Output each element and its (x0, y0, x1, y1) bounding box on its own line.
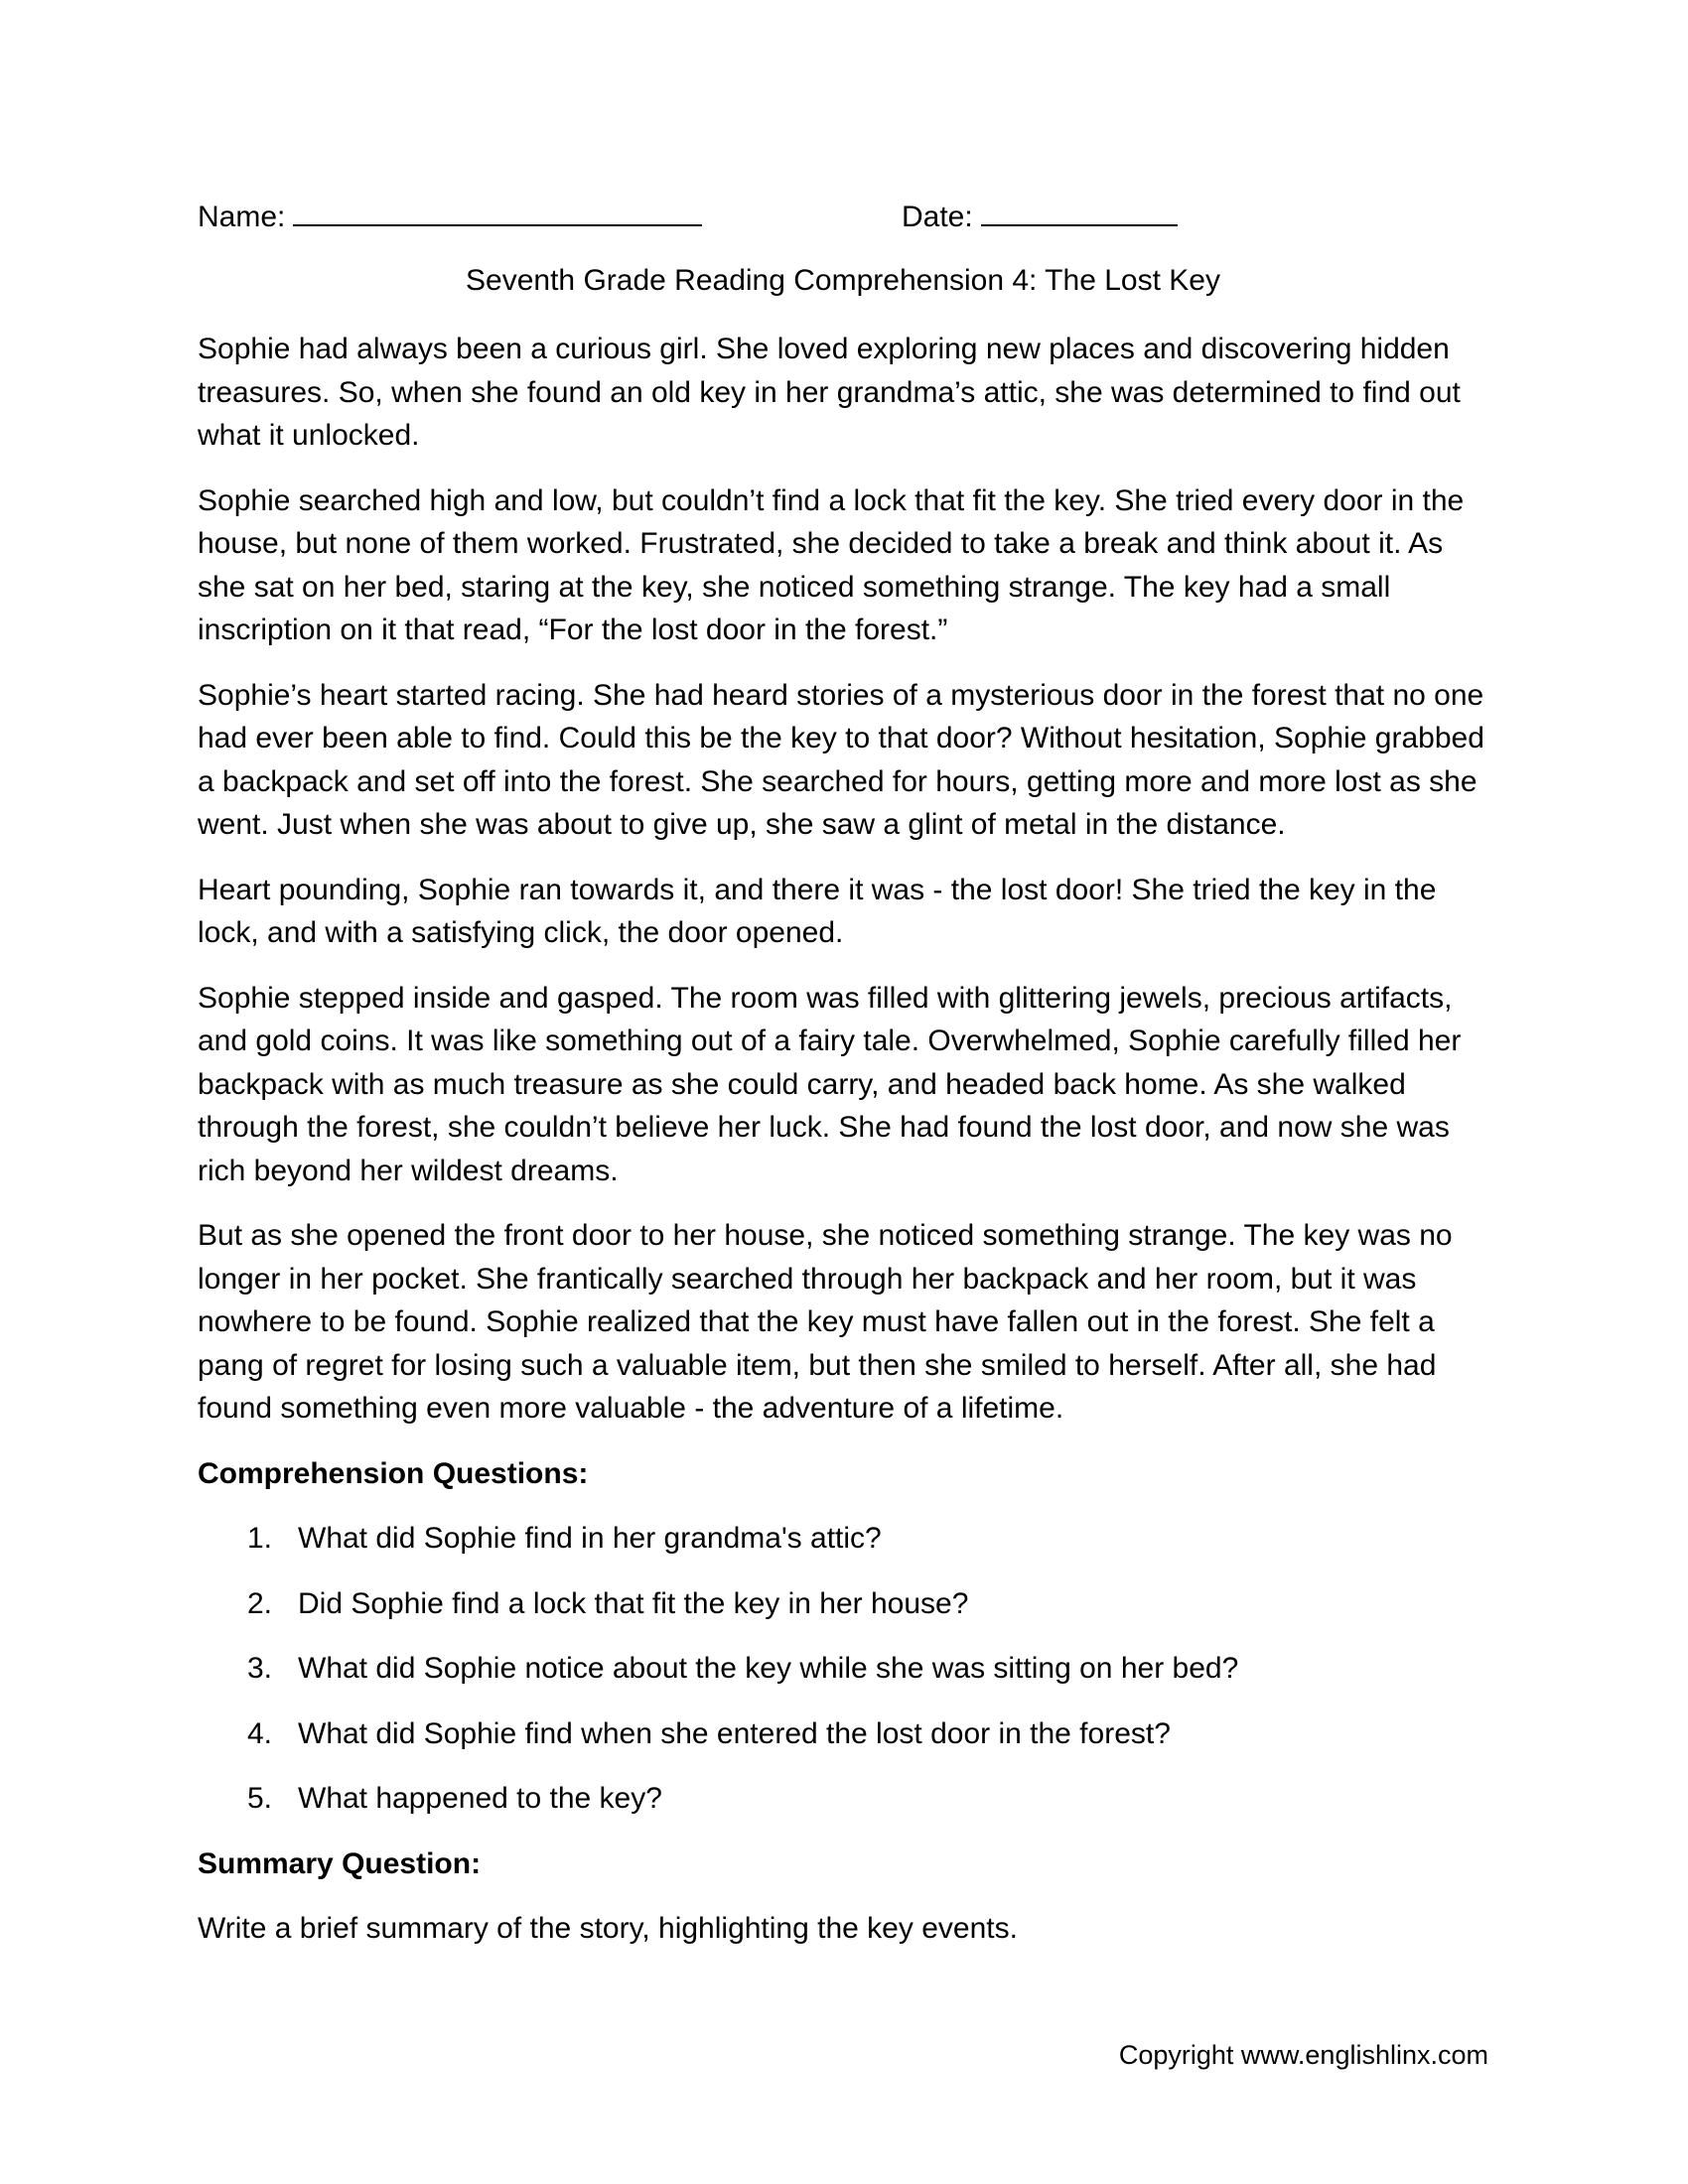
question-item (198, 1647, 1488, 1691)
summary-heading: Summary Question: (198, 1846, 482, 1880)
header-row (198, 199, 1488, 242)
question-text: What did Sophie notice about the key while she was sitting on her bed? (298, 1652, 1239, 1685)
story-paragraph: Sophie searched high and low, but couldn’t find a lock that fit the key. She tried every door in the house, but none of them worked. Frustrated, she decided to take a break and think about it. As she sat on her bed, staring at the key, she noticed something strange. The key had a small inscription on it that read, “For the lost door in the forest.” (198, 483, 1465, 646)
question-text: What happened to the key? (298, 1782, 662, 1815)
question-item (198, 1582, 1488, 1626)
story-paragraph: Sophie’s heart started racing. She had heard stories of a mysterious door in the forest that no one had ever been able to find. Could this be the key to that door? Without hesitation, Sophie grabbed a backpack and set off into the forest. She searched for hours, getting more and more lost as she went. Just when she was about to give up, she saw a glint of metal in the distance. (198, 678, 1484, 841)
question-number: 4. (247, 1716, 273, 1750)
date-label: Date: (902, 201, 973, 233)
question-number: 1. (247, 1522, 273, 1555)
question-item (198, 1712, 1488, 1756)
summary-prompt: Write a brief summary of the story, highlighting the key events. (198, 1912, 1018, 1945)
question-number: 3. (247, 1652, 273, 1685)
comprehension-heading: Comprehension Questions: (198, 1456, 589, 1490)
question-number: 5. (247, 1782, 273, 1815)
date-field (902, 199, 1178, 234)
story-paragraph: Sophie had always been a curious girl. She loved exploring new places and discovering hidden treasures. So, when she found an old key in her grandma’s attic, she was determined to find out what it unlocked. (198, 333, 1461, 452)
name-field (198, 199, 702, 234)
question-text: Did Sophie find a lock that fit the key in her house? (298, 1586, 969, 1620)
question-number: 2. (247, 1586, 273, 1620)
story-paragraph: Heart pounding, Sophie ran towards it, and there it was - the lost door! She tried the key in the lock, and with a satisfying click, the door opened. (198, 873, 1437, 949)
story (198, 328, 1488, 1431)
copyright-notice: Copyright www.englishlinx.com (1118, 2040, 1488, 2070)
question-text: What did Sophie find when she entered the lost door in the forest? (298, 1716, 1171, 1750)
date-blank-line (981, 199, 1178, 226)
comprehension-questions (198, 1517, 1488, 1821)
story-paragraph: Sophie stepped inside and gasped. The room was filled with glittering jewels, precious artifacts, and gold coins. It was like something out of a fairy tale. Overwhelmed, Sophie carefully filled her backpack with as much treasure as she could carry, and headed back home. As she walked through the forest, she couldn’t believe her luck. She had found the lost door, and now she was rich beyond her wildest dreams. (198, 981, 1462, 1187)
worksheet-content (198, 328, 1488, 1973)
name-label: Name: (198, 201, 286, 233)
question-text: What did Sophie find in her grandma's attic? (298, 1522, 882, 1555)
name-blank-line (293, 199, 702, 226)
story-paragraph: But as she opened the front door to her house, she noticed something strange. The key was no longer in her pocket. She frantically searched through her backpack and her room, but it was nowhere to be found. Sophie realized that the key must have fallen out in the forest. She felt a pang of regret for losing such a valuable item, but then she smiled to herself. After all, she had found something even more valuable - the adventure of a lifetime. (198, 1219, 1453, 1425)
question-item (198, 1777, 1488, 1821)
worksheet-title: Seventh Grade Reading Comprehension 4: The Lost Key (466, 264, 1220, 297)
question-item (198, 1517, 1488, 1561)
